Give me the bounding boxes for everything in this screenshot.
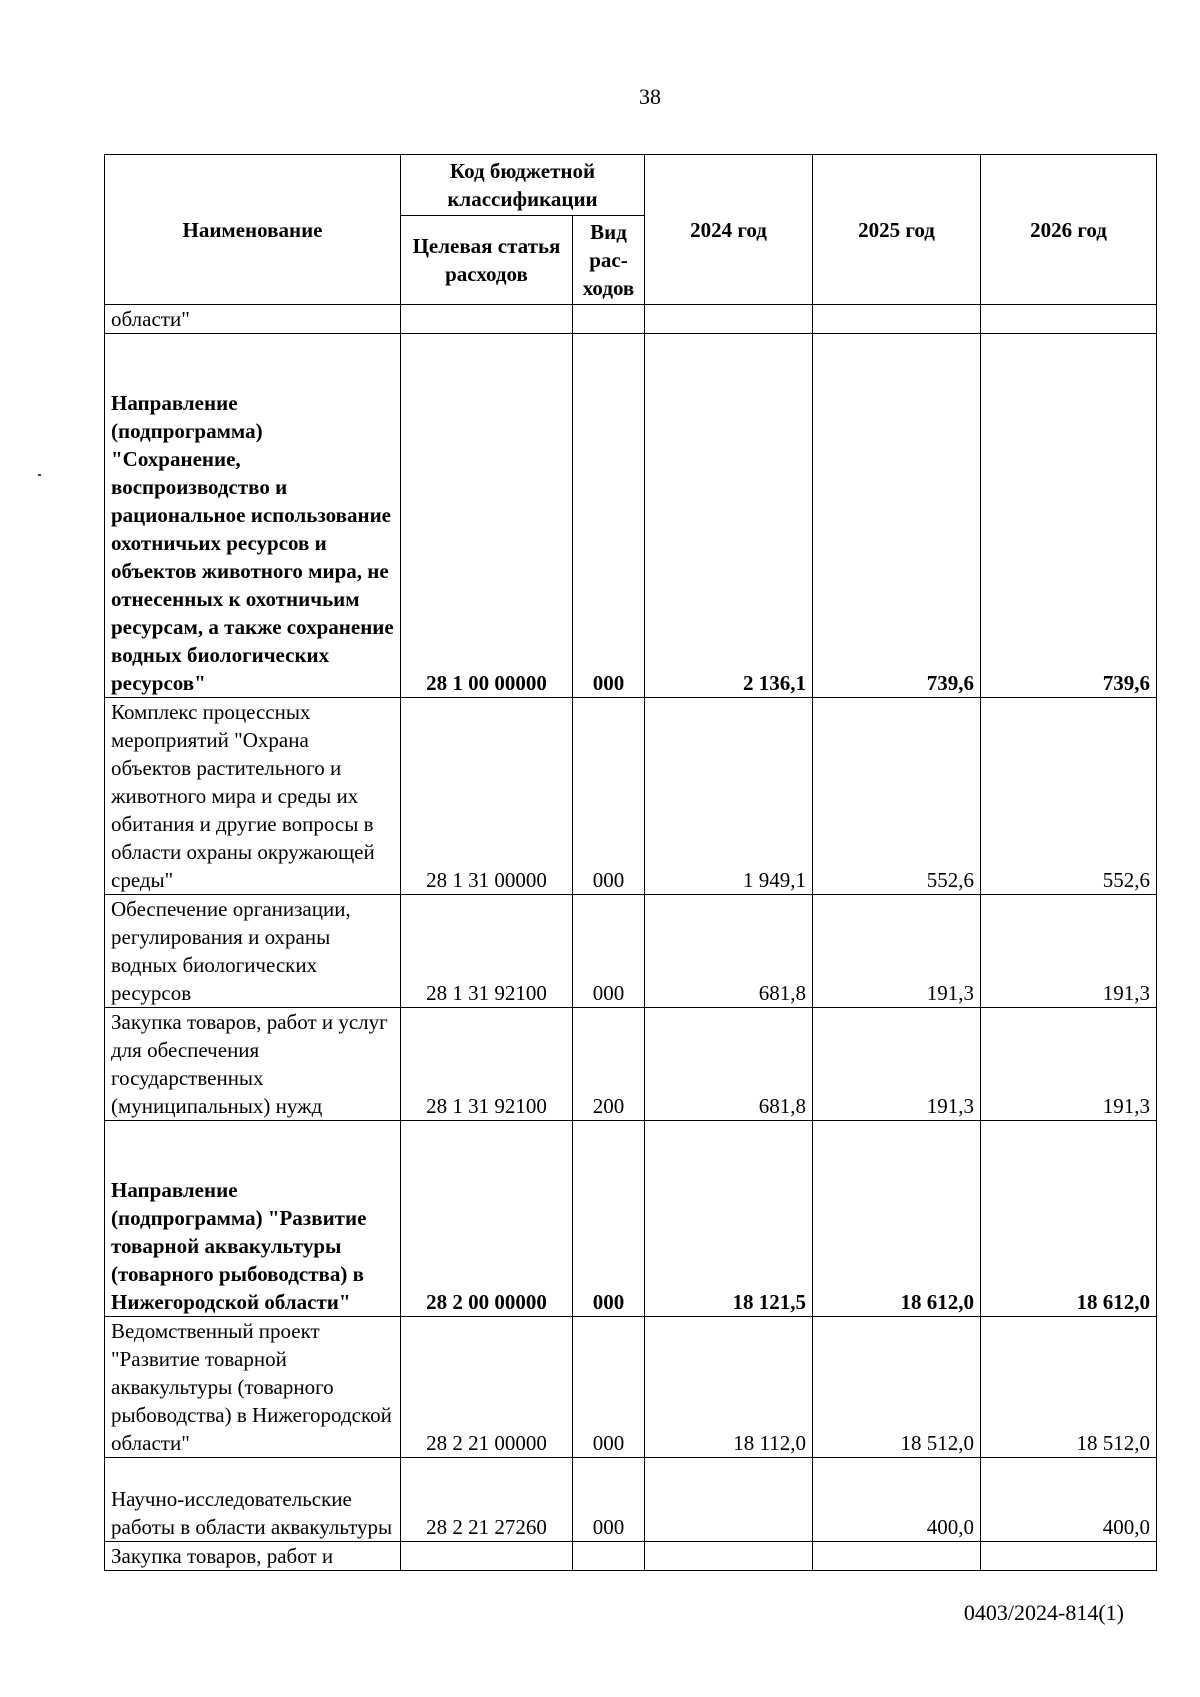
row-2025-cell: 191,3 bbox=[813, 1008, 981, 1121]
row-expense-type-cell bbox=[573, 305, 645, 334]
row-2024-cell: 681,8 bbox=[645, 1008, 813, 1121]
row-code-cell: 28 1 31 92100 bbox=[401, 1008, 573, 1121]
row-2025-cell: 552,6 bbox=[813, 698, 981, 895]
row-2026-cell: 552,6 bbox=[981, 698, 1157, 895]
row-2024-cell bbox=[645, 1458, 813, 1542]
header-code-group: Код бюджетной классификации bbox=[401, 155, 645, 216]
scan-speck bbox=[38, 474, 41, 476]
row-2026-cell: 191,3 bbox=[981, 1008, 1157, 1121]
row-name-cell: Направление (подпрограмма) "Развитие товарной аквакультуры (товарного рыбоводства) в Нижегородской области" bbox=[105, 1121, 401, 1317]
header-2026: 2026 год bbox=[981, 155, 1157, 305]
row-2026-cell bbox=[981, 305, 1157, 334]
row-2026-cell: 18 512,0 bbox=[981, 1317, 1157, 1458]
row-code-cell: 28 2 21 00000 bbox=[401, 1317, 573, 1458]
row-2024-cell bbox=[645, 1542, 813, 1571]
row-expense-type-cell: 000 bbox=[573, 1458, 645, 1542]
row-code-cell: 28 1 31 92100 bbox=[401, 895, 573, 1008]
row-name-cell: Ведомственный проект "Развитие товарной аквакультуры (товарного рыбоводства) в Нижегородской области" bbox=[105, 1317, 401, 1458]
row-expense-type-cell: 000 bbox=[573, 1317, 645, 1458]
row-2026-cell: 191,3 bbox=[981, 895, 1157, 1008]
table-row bbox=[105, 895, 1157, 1008]
table-row bbox=[105, 1542, 1157, 1571]
document-code: 0403/2024-814(1) bbox=[963, 1600, 1124, 1625]
row-expense-type-cell bbox=[573, 1542, 645, 1571]
row-expense-type-cell: 000 bbox=[573, 895, 645, 1008]
row-name-cell: Научно-исследовательские работы в области аквакультуры bbox=[105, 1458, 401, 1542]
row-expense-type-cell: 000 bbox=[573, 1121, 645, 1317]
table-row bbox=[105, 305, 1157, 334]
row-2024-cell: 18 112,0 bbox=[645, 1317, 813, 1458]
row-2026-cell: 739,6 bbox=[981, 334, 1157, 698]
table-row bbox=[105, 1008, 1157, 1121]
budget-table bbox=[104, 154, 1157, 1571]
table-row bbox=[105, 1317, 1157, 1458]
row-name-cell: Закупка товаров, работ и bbox=[105, 1542, 401, 1571]
row-2024-cell: 2 136,1 bbox=[645, 334, 813, 698]
row-2025-cell bbox=[813, 305, 981, 334]
row-2025-cell: 400,0 bbox=[813, 1458, 981, 1542]
row-2025-cell: 191,3 bbox=[813, 895, 981, 1008]
row-2026-cell bbox=[981, 1542, 1157, 1571]
row-name-cell: Закупка товаров, работ и услуг для обеспечения государственных (муниципальных) нужд bbox=[105, 1008, 401, 1121]
table-row bbox=[105, 1458, 1157, 1542]
row-expense-type-cell: 000 bbox=[573, 698, 645, 895]
row-2026-cell: 18 612,0 bbox=[981, 1121, 1157, 1317]
header-2024: 2024 год bbox=[645, 155, 813, 305]
table-row bbox=[105, 334, 1157, 698]
page-number: 38 bbox=[639, 84, 661, 109]
row-expense-type-cell: 000 bbox=[573, 334, 645, 698]
header-target-article: Целевая статья расходов bbox=[401, 216, 573, 305]
row-2026-cell: 400,0 bbox=[981, 1458, 1157, 1542]
row-code-cell bbox=[401, 305, 573, 334]
row-code-cell bbox=[401, 1542, 573, 1571]
header-2025: 2025 год bbox=[813, 155, 981, 305]
row-2025-cell: 18 612,0 bbox=[813, 1121, 981, 1317]
row-code-cell: 28 2 00 00000 bbox=[401, 1121, 573, 1317]
row-name-cell: Обеспечение организации, регулирования и охраны водных биологических ресурсов bbox=[105, 895, 401, 1008]
row-2025-cell: 739,6 bbox=[813, 334, 981, 698]
row-name-cell: Комплекс процессных мероприятий "Охрана объектов растительного и животного мира и среды их обитания и другие вопросы в области охраны окружающей среды" bbox=[105, 698, 401, 895]
row-2025-cell: 18 512,0 bbox=[813, 1317, 981, 1458]
row-2024-cell: 18 121,5 bbox=[645, 1121, 813, 1317]
table-row bbox=[105, 698, 1157, 895]
row-2024-cell: 1 949,1 bbox=[645, 698, 813, 895]
header-expense-type: Вид рас-ходов bbox=[573, 216, 645, 305]
row-2024-cell bbox=[645, 305, 813, 334]
row-name-cell: Направление (подпрограмма) "Сохранение, воспроизводство и рациональное использование охотничьих ресурсов и объектов животного мира, не отнесенных к охотничьим ресурсам, а также сохранение водных биологических ресурсов" bbox=[105, 334, 401, 698]
table-row bbox=[105, 1121, 1157, 1317]
row-2024-cell: 681,8 bbox=[645, 895, 813, 1008]
row-name-cell: области" bbox=[105, 305, 401, 334]
header-name: Наименование bbox=[105, 155, 401, 305]
row-code-cell: 28 1 31 00000 bbox=[401, 698, 573, 895]
row-code-cell: 28 2 21 27260 bbox=[401, 1458, 573, 1542]
row-code-cell: 28 1 00 00000 bbox=[401, 334, 573, 698]
row-2025-cell bbox=[813, 1542, 981, 1571]
row-expense-type-cell: 200 bbox=[573, 1008, 645, 1121]
